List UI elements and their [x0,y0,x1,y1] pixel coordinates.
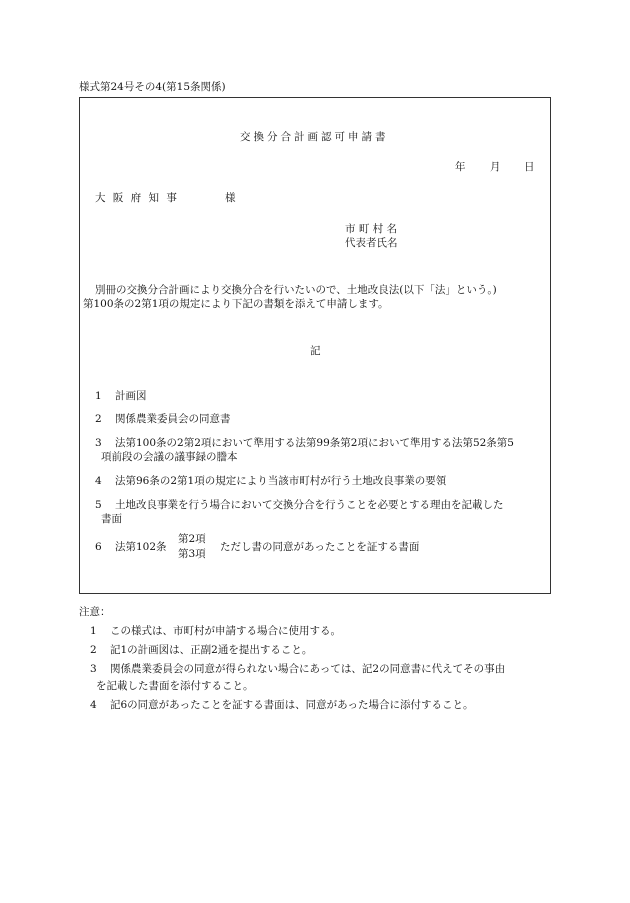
statement-line-1: 別冊の交換分合計画により交換分合を行いたいので、土地改良法(以下「法」という。) [95,284,497,296]
item-text: 法第96条の2第1項の規定により当該市町村が行う土地改良事業の要領 [115,475,447,487]
list-item [95,436,514,451]
note-item [90,662,505,677]
item-text: 土地改良事業を行う場合において交換分合を行うことを必要とする理由を記載した [115,499,504,511]
list-item [95,498,504,513]
list-item [95,412,231,427]
date-year: 年 [455,161,466,173]
note-item [90,698,473,713]
item-number: 6 [95,541,102,553]
list-item [95,389,147,404]
note-number: 1 [90,625,97,637]
statement-line-2: 第100条の2第1項の規定により下記の書類を添えて申請します。 [83,298,389,310]
item-number: 4 [95,475,102,487]
addressee-governor: 大 阪 府 知 事 [95,192,179,204]
item-sub-clause-2: 第2項 [178,533,206,545]
list-item [95,540,167,555]
item-number: 5 [95,499,102,511]
date-day: 日 [524,161,535,173]
date-month: 月 [490,161,501,173]
item-number: 3 [95,437,102,449]
addressee-honorific: 様 [225,192,236,204]
note-number: 2 [90,644,97,656]
list-item [95,474,446,489]
ki-heading: 記 [310,345,321,357]
note-item [90,643,312,658]
form-title: 交換分合計画認可申請書 [240,131,389,143]
form-number: 様式第24号その4(第15条関係) [79,81,226,93]
item-text: ただし書の同意があったことを証する書面 [220,541,420,553]
item-number: 2 [95,413,102,425]
item-text: 法第102条 [115,541,167,553]
note-number: 4 [90,699,97,711]
item-continuation: 項前段の会議の議事録の謄本 [101,451,238,463]
notes-heading: 注意： [79,606,111,618]
municipality-name-label: 市 町 村 名 [345,223,398,235]
item-sub-clause-3: 第3項 [178,548,206,560]
representative-name-label: 代表者氏名 [345,237,398,249]
item-text: 関係農業委員会の同意書 [115,413,231,425]
note-text: 関係農業委員会の同意が得られない場合にあっては、記2の同意書に代えてその事由 [110,663,506,675]
note-item [90,624,341,639]
item-continuation: 書面 [101,513,122,525]
note-continuation: を記載した書面を添付すること。 [96,680,254,692]
note-number: 3 [90,663,97,675]
note-text: 記6の同意があったことを証する書面は、同意があった場合に添付すること。 [110,699,474,711]
item-text: 計画図 [115,390,147,402]
item-number: 1 [95,390,102,402]
item-text: 法第100条の2第2項において準用する法第99条第2項において準用する法第52条第5 [115,437,514,449]
note-text: 記1の計画図は、正副2通を提出すること。 [110,644,313,656]
note-text: この様式は、市町村が申請する場合に使用する。 [110,625,341,637]
